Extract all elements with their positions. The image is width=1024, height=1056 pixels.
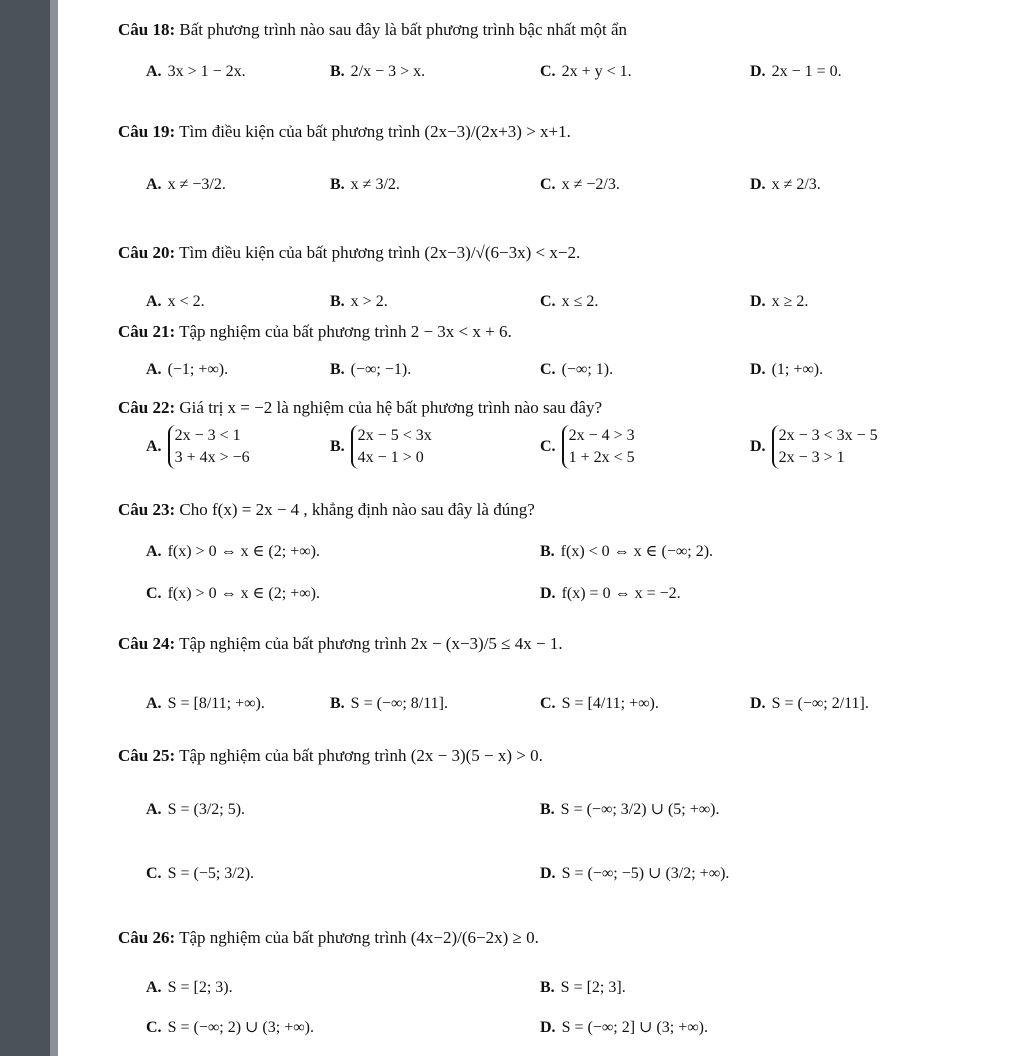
question-18 [118,20,627,40]
question-expression: (2x−3)/√(6−3x) < x−2. [424,243,581,262]
option-d: D. x ≠ 2/3. [750,176,821,193]
option-d: D. S = (−∞; 2/11]. [750,695,869,712]
question-23: Câu 23: Cho f(x) = 2x − 4 , khẳng định nào sau đây là đúng? [118,500,535,519]
option-b: B. S = [2; 3]. [540,979,626,996]
option-d: D. (1; +∞). [750,361,824,378]
option-b: B. S = (−∞; 8/11]. [330,695,448,712]
question-label: Câu 18: [118,20,176,39]
option-b: B. (−∞; −1). [330,361,412,378]
option-c: C. 2x + y < 1. [540,63,632,80]
option-c: C. S = [4/11; +∞). [540,695,659,712]
option-c: C. 2x − 4 > 3 1 + 2x < 5 [540,425,635,469]
option-b: B. x > 2. [330,293,388,310]
option-c: C. (−∞; 1). [540,361,614,378]
option-a: A. S = [2; 3). [146,979,233,996]
question-24: Câu 24: Tập nghiệm của bất phương trình 2x − (x−3)/5 ≤ 4x − 1. [118,634,563,653]
option-a: A. f(x) > 0 ⇔ x ∈ (2; +∞). [146,543,320,560]
option-a: A. x < 2. [146,293,205,310]
window-left-edge [0,0,58,1056]
option-c: C. x ≠ −2/3. [540,176,620,193]
option-a: A. 3x > 1 − 2x. [146,63,246,80]
option-b: B. 2x − 5 < 3x 4x − 1 > 0 [330,425,432,469]
question-26: Câu 26: Tập nghiệm của bất phương trình (4x−2)/(6−2x) ≥ 0. [118,928,539,947]
option-d: D. x ≥ 2. [750,293,809,310]
option-c: C. S = (−5; 3/2). [146,865,255,882]
option-a: A. S = [8/11; +∞). [146,695,265,712]
option-d: D. S = (−∞; −5) ∪ (3/2; +∞). [540,865,730,882]
question-22: Câu 22: Giá trị x = −2 là nghiệm của hệ bất phương trình nào sau đây? [118,398,603,417]
option-d: D. 2x − 1 = 0. [750,63,842,80]
question-expression: (4x−2)/(6−2x) ≥ 0. [410,928,539,947]
option-b: B. 2/x − 3 > x. [330,63,426,80]
option-b: B. S = (−∞; 3/2) ∪ (5; +∞). [540,801,720,818]
question-25: Câu 25: Tập nghiệm của bất phương trình (2x − 3)(5 − x) > 0. [118,746,543,765]
question-21: Câu 21: Tập nghiệm của bất phương trình 2 − 3x < x + 6. [118,322,512,341]
system-brace: 2x − 4 > 3 1 + 2x < 5 [562,425,635,469]
question-20: Câu 20: Tìm điều kiện của bất phương trình (2x−3)/√(6−3x) < x−2. [118,243,581,262]
option-a: A. S = (3/2; 5). [146,801,246,818]
option-d: D. 2x − 3 < 3x − 5 2x − 3 > 1 [750,425,878,469]
option-a: A. 2x − 3 < 1 3 + 4x > −6 [146,425,250,469]
option-a: A. (−1; +∞). [146,361,229,378]
option-a: A. x ≠ −3/2. [146,176,226,193]
option-c: C. f(x) > 0 ⇔ x ∈ (2; +∞). [146,585,320,602]
page-shadow [50,0,58,1056]
option-d: D. S = (−∞; 2] ∪ (3; +∞). [540,1019,708,1036]
question-expression: (2x−3)/(2x+3) > x+1. [424,122,571,141]
system-brace: 2x − 3 < 1 3 + 4x > −6 [168,425,250,469]
system-brace: 2x − 5 < 3x 4x − 1 > 0 [351,425,432,469]
system-brace: 2x − 3 < 3x − 5 2x − 3 > 1 [772,425,878,469]
document-page [58,0,1024,1056]
question-19: Câu 19: Tìm điều kiện của bất phương trình (2x−3)/(2x+3) > x+1. [118,122,571,141]
question-text: Bất phương trình nào sau đây là bất phương trình bậc nhất một ẩn [179,20,628,39]
option-b: B. f(x) < 0 ⇔ x ∈ (−∞; 2). [540,543,714,560]
option-c: C. S = (−∞; 2) ∪ (3; +∞). [146,1019,314,1036]
option-c: C. x ≤ 2. [540,293,599,310]
option-b: B. x ≠ 3/2. [330,176,400,193]
option-d: D. f(x) = 0 ⇔ x = −2. [540,585,681,602]
